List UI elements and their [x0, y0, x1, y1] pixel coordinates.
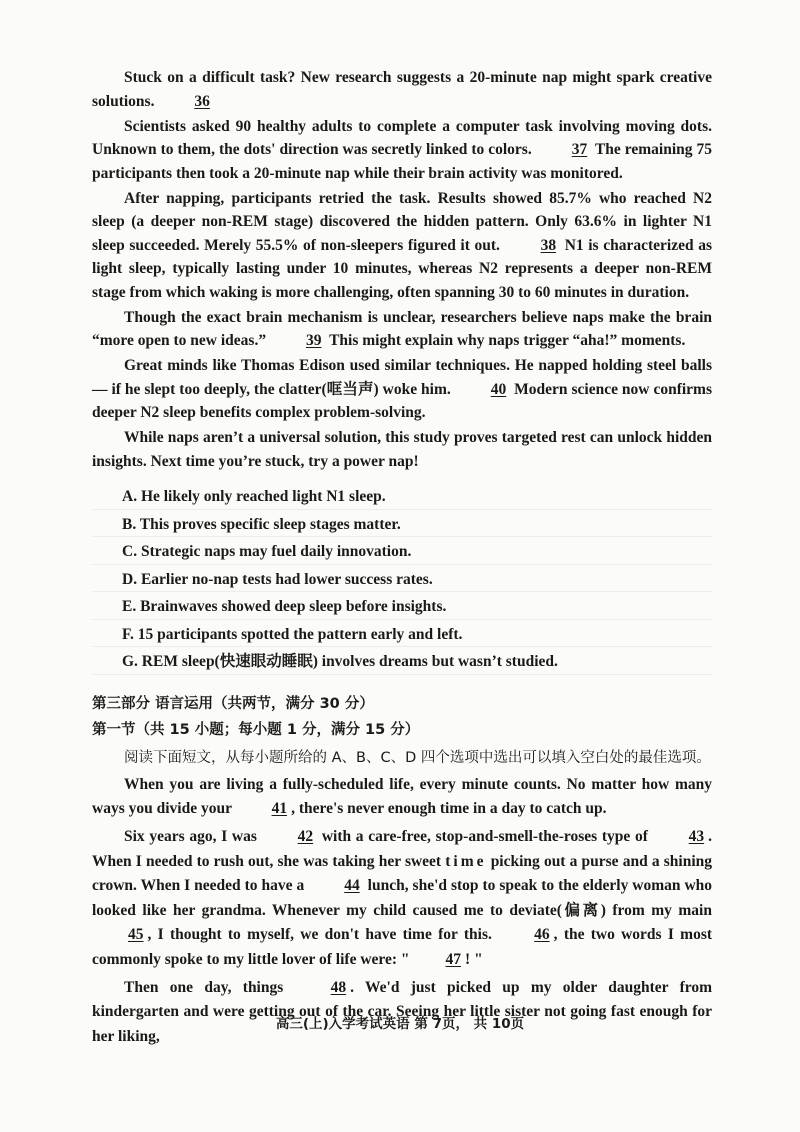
- blank-46: 46: [534, 926, 550, 943]
- paragraph-text: . We'd just picked up my older daughter from kindergarten and were getting out of the car. Seeing her little sister not going fast enough for her liking,: [92, 978, 713, 1045]
- blank-39: 39: [305, 332, 322, 349]
- blank-38: 38: [540, 236, 557, 254]
- passage-paragraph: While naps aren’t a universal solution, this study proves targeted rest can unlock hidden insights. Next time you’re stuck, try a power nap!: [92, 429, 712, 470]
- passage-paragraph: [92, 66, 712, 113]
- passage-paragraph: [92, 354, 712, 425]
- paragraph-text: After napping, participants retried the task. Results showed 85.7% who reached N2 sleep (a deeper non-REM stage) discovered the hidden pattern. Only 63.6% in lighter N1 sleep succeeded. Merely 55.5% of non-sleepers figured it out.: [92, 189, 712, 254]
- option-g: G. REM sleep(快速眼动睡眠) involves dreams but wasn’t studied.: [92, 650, 712, 675]
- option-b: B. This proves specific sleep stages matter.: [92, 513, 712, 538]
- blank-43: 43: [688, 828, 705, 845]
- reading-passage: [92, 66, 712, 473]
- paragraph-text: , there's never enough time in a day to catch up.: [291, 800, 607, 817]
- paragraph-text: , I thought to myself, we don't have time for this.: [147, 926, 492, 943]
- paragraph-text: Great minds like Thomas Edison used similar techniques. He napped holding steel balls — if he slept too deeply, the clatter(哐当声) woke him.: [92, 357, 712, 398]
- option-a: A. He likely only reached light N1 sleep.: [92, 485, 712, 510]
- paragraph-text: Modern science now confirms deeper N2 sleep benefits complex problem-solving.: [92, 380, 712, 421]
- blank-45: 45: [128, 926, 144, 943]
- paragraph-text: Stuck on a difficult task? New research suggests a 20-minute nap might spark creative solutions.: [92, 69, 712, 110]
- paragraph-text: Six years ago, I was: [124, 828, 257, 845]
- paragraph-text: Scientists asked 90 healthy adults to complete a computer task involving moving dots. Unknown to them, the dots' direction was secretly linked to colors.: [92, 117, 712, 158]
- option-f: F. 15 participants spotted the pattern early and left.: [92, 623, 712, 648]
- blank-44: 44: [344, 877, 360, 894]
- paragraph-text: This might explain why naps trigger “aha!” moments.: [329, 332, 686, 349]
- passage-paragraph: [92, 115, 712, 186]
- option-e: E. Brainwaves showed deep sleep before insights.: [92, 595, 712, 620]
- paragraph-text: N1 is characterized as light sleep, typically lasting under 10 minutes, whereas N2 represents a deeper non-REM stage from which waking is more challenging, often spanning 30 to 60 minutes in duration.: [92, 236, 712, 301]
- subsection-title: 第一节（共 15 小题；每小题 1 分，满分 15 分）: [92, 722, 420, 738]
- blank-42: 42: [297, 828, 314, 845]
- paragraph-text: Though the exact brain mechanism is unclear, researchers believe naps make the brain “more open to new ideas.”: [92, 308, 712, 349]
- blank-41: 41: [271, 800, 288, 817]
- cloze-paragraph: [92, 825, 712, 972]
- blank-37: 37: [571, 141, 588, 158]
- passage-paragraph: [92, 306, 712, 353]
- cloze-paragraph: [92, 773, 712, 822]
- paragraph-text: Then one day, things: [124, 978, 284, 996]
- paragraph-text: . When I needed to rush out, she was taking her sweet: [92, 828, 712, 870]
- instructions: 阅读下面短文，从每小题所给的 A、B、C、D 四个选项中选出可以填入空白处的最佳选项。: [124, 749, 711, 766]
- section-header: [92, 693, 712, 770]
- part-title: 第三部分 语言运用（共两节，满分 30 分）: [92, 695, 374, 712]
- option-d: D. Earlier no-nap tests had lower success rates.: [92, 568, 712, 593]
- blank-47: 47: [445, 950, 462, 968]
- paragraph-text: , the two words I most commonly spoke to my little lover of life were: ": [92, 926, 713, 968]
- paragraph-text: ! ": [465, 950, 483, 968]
- page-footer: 高三(上)入学考试英语 第 7页， 共 10页: [275, 1016, 525, 1032]
- blank-48: 48: [330, 978, 347, 996]
- paragraph-text: lunch, she'd stop to speak to the elderly woman who looked like her grandma. Whenever my child caused me to deviate(偏离) from my main: [92, 877, 713, 919]
- paragraph-text: picking out a purse and a shining crown. When I needed to have a: [92, 852, 713, 894]
- paragraph-text: When you are living a fully-scheduled life, every minute counts. No matter how many ways you divide your: [92, 775, 712, 817]
- paragraph-text: The remaining 75 participants then took a 20-minute nap while their brain activity was monitored.: [92, 141, 712, 182]
- cloze-passage: [92, 773, 712, 1050]
- exam-page: [92, 66, 712, 1053]
- spaced-word: time: [445, 852, 487, 870]
- blank-40: 40: [490, 380, 507, 398]
- paragraph-text: with a care-free, stop-and-smell-the-roses type of: [321, 828, 648, 845]
- answer-options: [92, 485, 712, 675]
- option-c: C. Strategic naps may fuel daily innovation.: [92, 540, 712, 565]
- blank-36: 36: [194, 92, 210, 110]
- passage-paragraph: [92, 187, 712, 305]
